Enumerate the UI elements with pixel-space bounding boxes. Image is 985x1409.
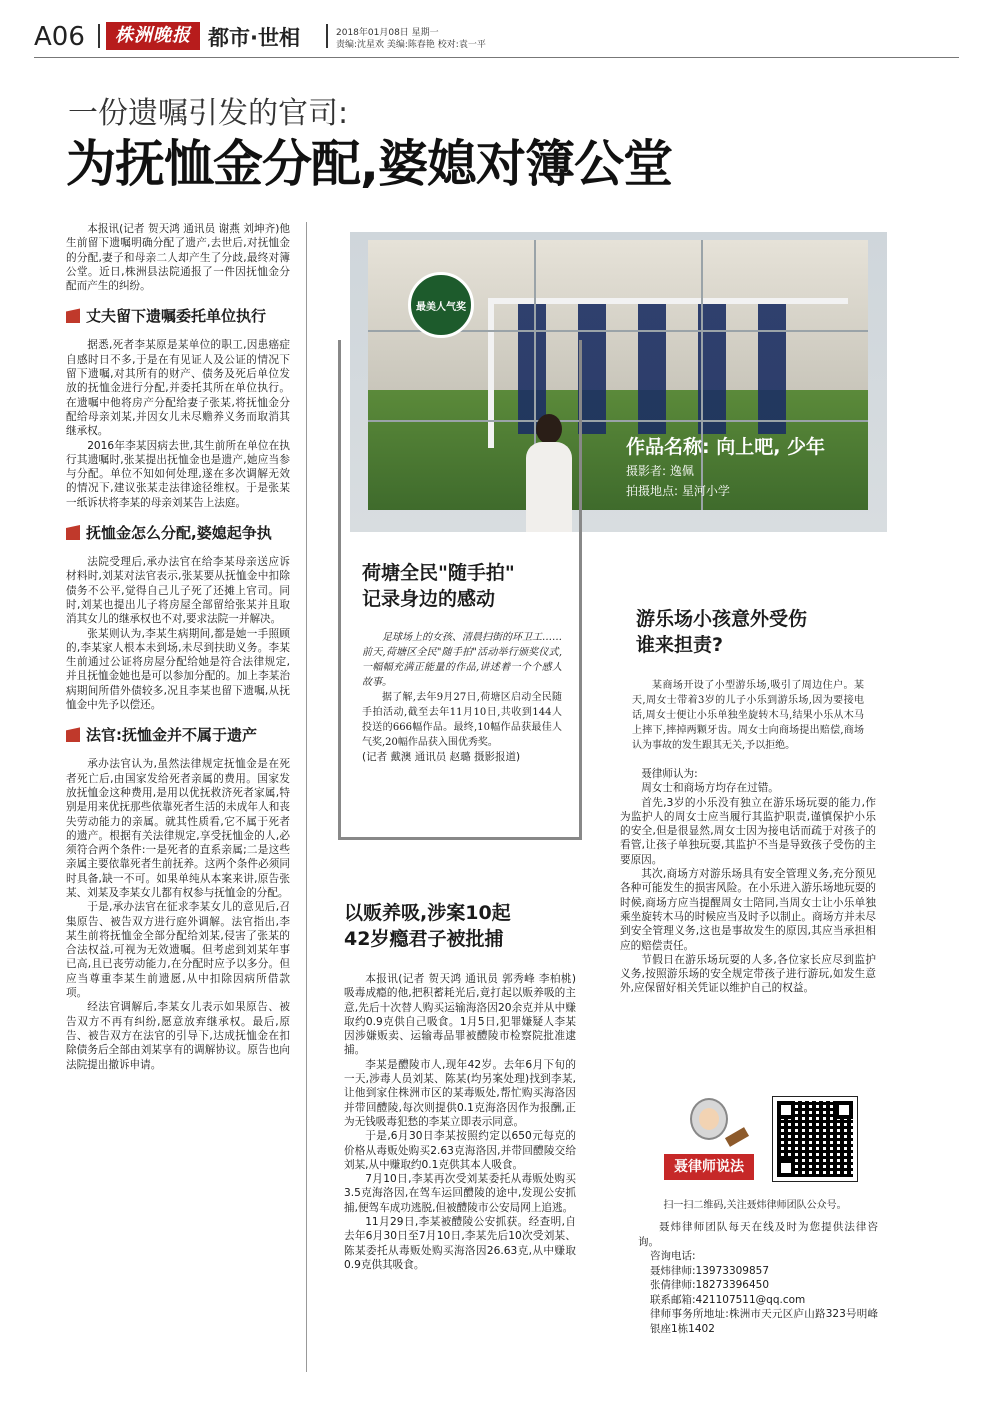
judge-face (699, 1108, 719, 1130)
qr-corner-tr (835, 1101, 853, 1119)
drug-story-headline-1: 以贩养吸,涉案10起 (344, 902, 511, 924)
subhead-2 (66, 522, 290, 543)
award-badge-text: 最美人气奖 (416, 301, 466, 313)
drug-story-headline-2: 42岁瘾君子被批捕 (344, 928, 504, 950)
grid-line-v2 (701, 240, 703, 510)
subhead-2-text: 抚恤金怎么分配,婆媳起争执 (86, 524, 272, 543)
subhead-3-text: 法官:抚恤金并不属于遗产 (86, 726, 257, 745)
qr-code[interactable] (772, 1096, 858, 1182)
masthead-divider (98, 24, 100, 48)
editor-credits: 责编:沈星欢 美编:陈春艳 校对:袁一平 (336, 40, 486, 50)
column-divider (306, 222, 307, 1372)
drug-story-body: 本报讯(记者 贺天鸿 通讯员 郭秀峰 李柏桃)吸毒成瘾的他,把积蓄耗光后,竟打起以贩养吸的主意,先后十次替人购买运输海洛因20余克并从中赚取约0.9克供自己吸食。1月5日,犯罪嫌疑人李某因涉嫌贩卖、运输毒品罪被醴陵市检察院批准逮捕。 李某是醴陵市人,现年42岁。去年6月下旬的一天,涉毒人员刘某、陈某(均另案处理)找到李某,让他到家住株洲市区的某毒贩处,帮忙购买海洛因并带回醴陵,每次则提供0.1克海洛因作为报酬,正为无钱吸毒犯愁的李某立即表示同意。 于是,6月30日李某按照约定以650元每克的价格从毒贩处购买2.63克海洛因,并带回醴陵交给刘某,从中赚取约0.1克供其本人吸食。 7月10日,李某再次受刘某委托从毒贩处购买3.5克海洛因,在驾车运回醴陵的途中,发现公安抓捕,便驾车成功逃脱,但被醴陵市公安局网上追逃。 11月29日,李某被醴陵公安抓获。经查明,自去年6月30日至7月10日,李某先后10次受刘某、陈某委托从毒贩处购买海洛因26.63克,从中赚取0.9克供其吸食。 (344, 973, 576, 1271)
masthead-rule (34, 57, 959, 58)
logo-text: 聂律师说法 (674, 1159, 744, 1175)
photo-caption-line2: 摄影者: 逸佩 (626, 464, 694, 478)
photo-caption-line3: 拍摄地点: 星河小学 (626, 484, 730, 498)
qr-corner-bl (777, 1159, 795, 1177)
lawyer-intro: 聂炜律师团队每天在线及时为您提供法律咨询。 (638, 1221, 878, 1248)
subhead-1 (66, 305, 290, 326)
main-article-section-3: 承办法官认为,虽然法律规定抚恤金是在死者死亡后,由国家发给死者亲属的费用。国家发放抚恤金这种费用,是用以优抚救济死者家属,特别是用来优抚那些依靠死者生活的未成年人和丧失劳动能力的亲属。就其性质看,它不属于死者的遗产。根据有关法律规定,享受抚恤金的人,必须符合两个条件:一是死者的直系亲属;二是这些亲属主要依靠死者生前抚养。这两个条件必须同时具备,缺一不可。如果单纯从本案来讲,原告张某、刘某及李某女儿都有权参与抚恤金的分配。 于是,承办法官在征求李某女儿的意见后,召集原告、被告双方进行庭外调解。法官指出,李某生前将抚恤金全部分配给刘某,侵害了张某的合法权益,可视为无效遗嘱。但考虑到刘某年事已高,且已丧劳动能力,在分配时应予以多分。但应当尊重李某生前遗愿,从中扣除因病所借款项。 经法官调解后,李某女儿表示如果原告、被告双方不再有纠纷,愿意放弃继承权。最后,原告、被告双方在法官的引导下,达成抚恤金在扣除债务后全部由刘某享有的调解协议。原告也向法院提出撤诉申请。 (66, 758, 290, 1071)
logo-banner (664, 1154, 754, 1180)
photo-story-credit: (记者 戴澳 通讯员 赵璐 摄影报道) (362, 751, 521, 763)
qr-corner-tl (777, 1101, 795, 1119)
phone-label: 咨询电话: (650, 1250, 696, 1262)
main-kicker: 一份遗嘱引发的官司: (68, 96, 349, 131)
subhead-3 (66, 724, 290, 745)
award-badge (408, 272, 474, 338)
subhead-marker-icon (66, 308, 80, 323)
drug-story (344, 900, 576, 1272)
playground-opinion: 聂律师认为: 周女士和商场方均存在过错。 首先,3岁的小乐没有独立在游乐场玩耍的能力,作为监护人的周女士应当履行其监护职责,谨慎保护小乐的安全,但是很显然,周女士因为接电话而疏于对孩子的看管,让孩子单独玩耍,其监护不当是导致孩子受伤的主要原因。 其次,商场方对游乐场具有安全管理义务,充分预见各种可能发生的损害风险。在小乐进入游乐场地玩耍的时候,商场方应当提醒周女士陪同,当周女士让小乐单独乘坐旋转木马的时候应当及时予以制止。商场方并未尽到安全管理义务,这也是事故发生的原因,其应当承担相应的赔偿责任。 节假日在游乐场玩耍的人多,各位家长应尽到监护义务,按照游乐场的安全规定带孩子进行游玩,如发生意外,应保留好相关凭证以维护自己的权益。 (620, 768, 876, 995)
photo-story (362, 560, 562, 765)
photo-story-body: 据了解,去年9月27日,荷塘区启动全民随手拍活动,截至去年11月10日,共收到144人投送的666幅作品。最终,10幅作品获最佳人气奖,20幅作品获入围优秀奖。 (362, 692, 562, 748)
photo-story-headline-2: 记录身边的感动 (362, 588, 496, 610)
playground-headline-1: 游乐场小孩意外受伤 (636, 608, 808, 630)
judge-icon (686, 1098, 732, 1150)
issue-date: 2018年01月08日 星期一 (336, 28, 439, 38)
page-number: A06 (34, 22, 85, 52)
photo-story-headline-1: 荷塘全民"随手拍" (362, 562, 515, 584)
main-article-section-1: 据悉,死者李某原是某单位的职工,因患癌症自感时日不多,于是在有见证人及公证的情况下留下遗嘱,对其所有的财产、债务及死后单位发放的抚恤金进行分配,并委托其所在单位执行。在遗嘱中他将房产分配给妻子张某,将抚恤金分配给母亲刘某,并因女儿未尽赡养义务而取消其继承权。 2016年李某因病去世,其生前所在单位在执行其遗嘱时,张某提出抚恤金也是遗产,她应当参与分配。单位不知如何处理,遂在多次调解无效的情况下,建议张某走法律途径维权。于是张某一纸诉状将李某的母亲刘某告上法庭。 (66, 339, 290, 509)
contact-email: 联系邮箱:421107511@qq.com (650, 1293, 806, 1306)
lawyer-contact (638, 1220, 878, 1336)
photo-story-lead: 足球场上的女孩、清晨扫街的环卫工……前天,荷塘区全民"随手拍"活动举行颁奖仪式,一幅幅充满正能量的作品,讲述着一个个感人故事。 (362, 632, 562, 688)
main-article-section-2: 法院受理后,承办法官在给李某母亲送应诉材料时,刘某对法官表示,张某要从抚恤金中扣除债务不公平,觉得自己儿子死了还摊上官司。同时,刘某也提出儿子将房屋全部留给张某并且取消其女儿的继承权也不对,要求法院一并解决。 张某则认为,李某生病期间,都是她一手照顾的,李某家人根本未到场,未尽到扶助义务。李某生前通过公证将房屋分配给她是符合法律规定,并且抚恤金她也是可以参加分配的。加上李某治病期间所借外债较多,况且李某也留下遗嘱,从抚恤金中先予以偿还。 (66, 556, 290, 712)
playground-story (620, 606, 876, 996)
playground-headline-2: 谁来担责? (636, 634, 724, 656)
main-article-lead: 本报讯(记者 贺天鸿 通讯员 谢燕 刘坤齐)他生前留下遗嘱明确分配了遗产,去世后,对抚恤金的分配,妻子和母亲二人却产生了分歧,最终对簿公堂。近日,株洲县法院通报了一件因抚恤金分配而产生的纠纷。 (66, 223, 290, 293)
opinion-label: 聂律师认为: (641, 768, 698, 780)
subhead-marker-icon (66, 727, 80, 742)
paper-logo-text: 株洲晚报 (115, 25, 191, 46)
qr-scan-note: 扫一扫二维码,关注聂炜律师团队公众号。 (663, 1200, 847, 1211)
photo-caption-title: 作品名称: 向上吧, 少年 (626, 436, 826, 458)
office-address: 律师事务所地址:株洲市天元区庐山路323号明峰银座1栋1402 (650, 1308, 878, 1335)
main-headline: 为抚恤金分配,婆媳对簿公堂 (66, 135, 672, 193)
main-article-column (66, 222, 290, 1072)
masthead-divider-2 (326, 24, 328, 48)
paper-logo (106, 22, 200, 50)
lawyer-logo (664, 1098, 754, 1182)
subhead-marker-icon (66, 525, 80, 540)
subhead-1-text: 丈夫留下遗嘱委托单位执行 (86, 307, 267, 326)
masthead (0, 0, 985, 60)
playground-question: 某商场开设了小型游乐场,吸引了周边住户。某天,周女士带着3岁的儿子小乐到游乐场,因为要接电话,周女士便让小乐单独坐旋转木马,结果小乐从木马上摔下,摔掉两颗牙齿。周女士向商场提出赔偿,商场认为事故的发生跟其无关,予以拒绝。 (632, 680, 864, 751)
section-name: 都市·世相 (208, 26, 300, 50)
phone-1: 聂炜律师:13973309857 (650, 1264, 770, 1277)
phone-2: 张倩律师:18273396450 (650, 1279, 770, 1291)
lawyer-box (630, 1092, 880, 1372)
